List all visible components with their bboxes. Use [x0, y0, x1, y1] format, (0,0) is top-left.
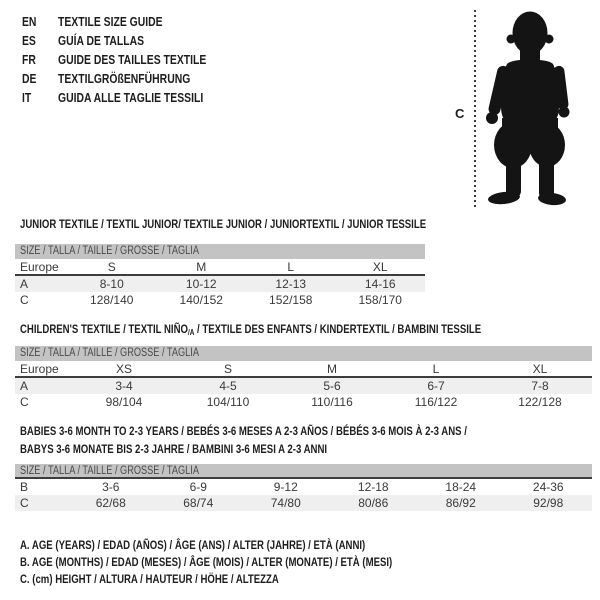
table-cell: 110/116 [311, 395, 353, 409]
table-cell: 3-4 [115, 379, 133, 393]
language-label: GUIDE DES TAILLES TEXTILE [58, 52, 207, 67]
title-text: BABYS 3-6 MONATE BIS 2-3 JAHRE / BAMBINI 3-6 MESI A 2-3 ANNI [20, 442, 328, 456]
language-code: FR [22, 52, 36, 67]
table-cell: 98/104 [105, 395, 143, 409]
legend-item-c: C. (cm) HEIGHT / ALTURA / HAUTEUR / HÖHE / ALTEZZA [20, 572, 279, 586]
title-text: CHILDREN'S TEXTILE / TEXTIL NIÑO [20, 322, 188, 336]
column-header-row [15, 361, 592, 378]
size-header-label: SIZE / TALLA / TAILLE / GRÖSSE / TAGLIA [20, 245, 199, 257]
table-cell: 80/86 [358, 496, 389, 510]
column-header-cell: L [432, 362, 440, 376]
column-header-label: Europe [20, 260, 59, 274]
babies-table-title [20, 422, 579, 458]
size-header-bar [15, 244, 425, 259]
language-code: IT [22, 90, 32, 105]
row-label-A: A [20, 379, 29, 393]
table-cell: 7-8 [531, 379, 549, 393]
table-row-C [15, 394, 592, 410]
title-line [20, 215, 528, 233]
language-label: TEXTILE SIZE GUIDE [58, 14, 163, 29]
table-cell: 74/80 [270, 496, 301, 510]
language-row-it [22, 88, 203, 107]
table-cell: 86/92 [445, 496, 476, 510]
baby-silhouette-icon [482, 6, 582, 208]
title-line-text [20, 215, 426, 233]
title-text: BABIES 3-6 MONTH TO 2-3 YEARS / BEBÉS 3-6 MESES A 2-3 AÑOS / BÉBÉS 3-6 MOIS À 2-3 ANS / [20, 424, 467, 438]
children-size-table [15, 346, 592, 410]
table-row-C [15, 292, 425, 308]
table-row-B [15, 479, 592, 495]
table-cell: 140/152 [179, 293, 223, 307]
table-cell: 9-12 [273, 480, 298, 494]
table-row-A [15, 276, 425, 292]
table-cell: 116/122 [414, 395, 458, 409]
size-header-label: SIZE / TALLA / TAILLE / GRÖSSE / TAGLIA [20, 465, 199, 477]
column-header-cell: XS [115, 362, 132, 376]
column-header-cell: S [107, 260, 116, 274]
legend-item-a: A. AGE (YEARS) / EDAD (AÑOS) / ÂGE (ANS) / ALTER (JAHRE) / ETÀ (ANNI) [20, 538, 366, 552]
table-row-C [15, 495, 592, 511]
title-line-text [20, 320, 481, 342]
column-header-cell: M [327, 362, 337, 376]
table-cell: 5-6 [323, 379, 341, 393]
title-line-text [20, 440, 327, 458]
title-line [20, 440, 579, 458]
table-cell: 18-24 [445, 480, 477, 494]
language-label: TEXTILGRÖßENFÜHRUNG [58, 71, 191, 86]
junior-table-title [20, 215, 528, 233]
table-cell: 3-6 [102, 480, 120, 494]
language-row-en [22, 12, 163, 31]
height-measure-label-c: C [455, 106, 465, 121]
table-cell: 12-13 [275, 277, 307, 291]
table-cell: 122/128 [518, 395, 562, 409]
table-cell: 104/110 [206, 395, 250, 409]
language-list [22, 12, 252, 107]
size-header-label: SIZE / TALLA / TAILLE / GRÖSSE / TAGLIA [20, 347, 199, 359]
column-header-cell: XL [532, 362, 548, 376]
size-header-bar [15, 346, 592, 361]
junior-size-table [15, 244, 425, 308]
babies-size-table [15, 464, 592, 511]
language-row-de [22, 69, 190, 88]
table-cell: 62/68 [95, 496, 126, 510]
row-label-C: C [20, 395, 29, 409]
title-text: / TEXTILE DES ENFANTS / KINDERTEXTIL / BAMBINI TESSILE [194, 322, 482, 336]
title-line-text [20, 422, 467, 440]
table-cell: 158/170 [358, 293, 402, 307]
table-cell: 6-7 [427, 379, 445, 393]
row-label-A: A [20, 277, 29, 291]
title-line [20, 422, 579, 440]
column-header-cell: S [223, 362, 232, 376]
column-header-cell: M [196, 260, 207, 274]
table-cell: 68/74 [183, 496, 214, 510]
language-row-es [22, 31, 144, 50]
language-code: ES [22, 33, 36, 48]
language-code: DE [22, 71, 37, 86]
height-dotted-line [474, 10, 476, 208]
table-cell: 8-10 [99, 277, 124, 291]
children-table-title [20, 320, 596, 342]
table-cell: 10-12 [185, 277, 217, 291]
table-cell: 14-16 [364, 277, 396, 291]
table-cell: 92/98 [533, 496, 564, 510]
legend-item-b: B. AGE (MONTHS) / EDAD (MESES) / ÂGE (MOIS) / ALTER (MONATE) / ETÀ (MESI) [20, 555, 393, 569]
table-cell: 24-36 [532, 480, 564, 494]
language-label: GUÍA DE TALLAS [58, 33, 145, 48]
language-row-fr [22, 50, 206, 69]
column-header-label: Europe [20, 362, 59, 376]
legend [20, 537, 485, 588]
table-cell: 4-5 [219, 379, 237, 393]
size-header-bar [15, 464, 592, 479]
language-label: GUIDA ALLE TAGLIE TESSILI [58, 90, 204, 105]
row-label-C: C [20, 293, 29, 307]
row-label-C: C [20, 496, 29, 510]
language-code: EN [22, 14, 37, 29]
table-cell: 152/158 [269, 293, 313, 307]
table-row-A [15, 378, 592, 394]
title-subscript: /A [187, 328, 195, 337]
column-header-cell: L [287, 260, 295, 274]
column-header-row [15, 259, 425, 276]
table-cell: 128/140 [90, 293, 134, 307]
table-cell: 12-18 [357, 480, 389, 494]
row-label-B: B [20, 480, 29, 494]
title-text: JUNIOR TEXTILE / TEXTIL JUNIOR/ TEXTILE JUNIOR / JUNIORTEXTIL / JUNIOR TESSILE [20, 217, 427, 231]
column-header-cell: XL [372, 260, 388, 274]
table-cell: 6-9 [189, 480, 207, 494]
title-line [20, 320, 596, 342]
